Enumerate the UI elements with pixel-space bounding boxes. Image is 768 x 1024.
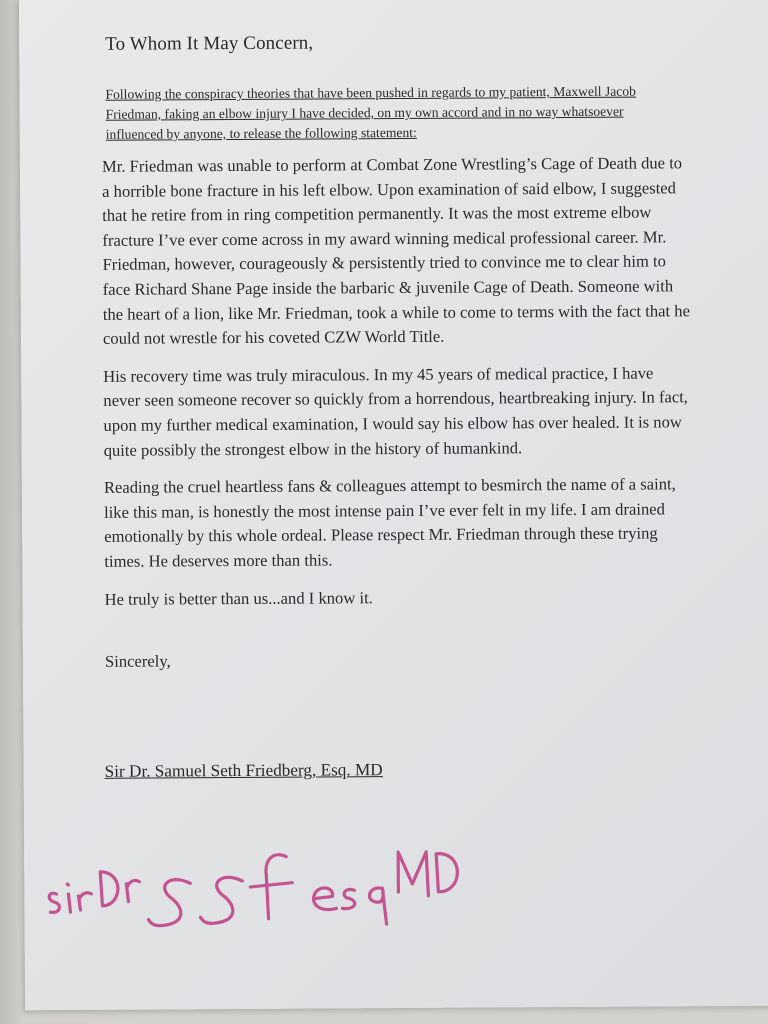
handwritten-signature bbox=[42, 842, 473, 941]
letter-paragraph: Mr. Friedman was unable to perform at Combat Zone Wrestling’s Cage of Death due to a horrible bone fracture in his left elbow. Upon examination of said elbow, I suggested that he retire from in ring competition permanently. It was the most extreme elbow fracture I’ve ever come across in my award winning medical professional career. Mr. Friedman, however, courageously & persistently tried to convince me to clear him to face Richard Shane Page inside the barbaric & juvenile Cage of Death. Someone with the heart of a lion, like Mr. Friedman, took a while to come to terms with the fact that he could not wrestle for his coveted CZW World Title. bbox=[101, 153, 690, 348]
letter-body bbox=[101, 30, 706, 782]
letter-paragraph: He truly is better than us...and I know it. bbox=[104, 587, 373, 609]
letter-paragraph: Reading the cruel heartless fans & colleagues attempt to besmirch the name of a saint, like this man, is honestly the most intense pain I’ve ever felt in my life. I am drained emotionally by this whole ordeal. Please respect Mr. Friedman through these trying times. He deserves more than this. bbox=[103, 474, 676, 571]
letter-sheet bbox=[19, 0, 768, 1010]
letter-intro-statement: Following the conspiracy theories that have been pushed in regards to my patient, Maxwell Jacob Friedman, faking an elbow injury I have decided, on my own accord and in no way whatsoever influenced by anyone, to release the following statement: bbox=[105, 83, 636, 142]
letter-paragraph: His recovery time was truly miraculous. In my 45 years of medical practice, I have never seen someone recover so quickly from a horrendous, heartbreaking injury. In fact, upon my further medical examination, I would say his elbow has over healed. It is now quite possibly the strongest elbow in the history of humankind. bbox=[103, 363, 688, 460]
signature-typed-name: Sir Dr. Samuel Seth Friedberg, Esq. MD bbox=[104, 760, 383, 781]
letter-closing: Sincerely, bbox=[104, 651, 171, 671]
letter-greeting: To Whom It May Concern, bbox=[105, 32, 314, 55]
